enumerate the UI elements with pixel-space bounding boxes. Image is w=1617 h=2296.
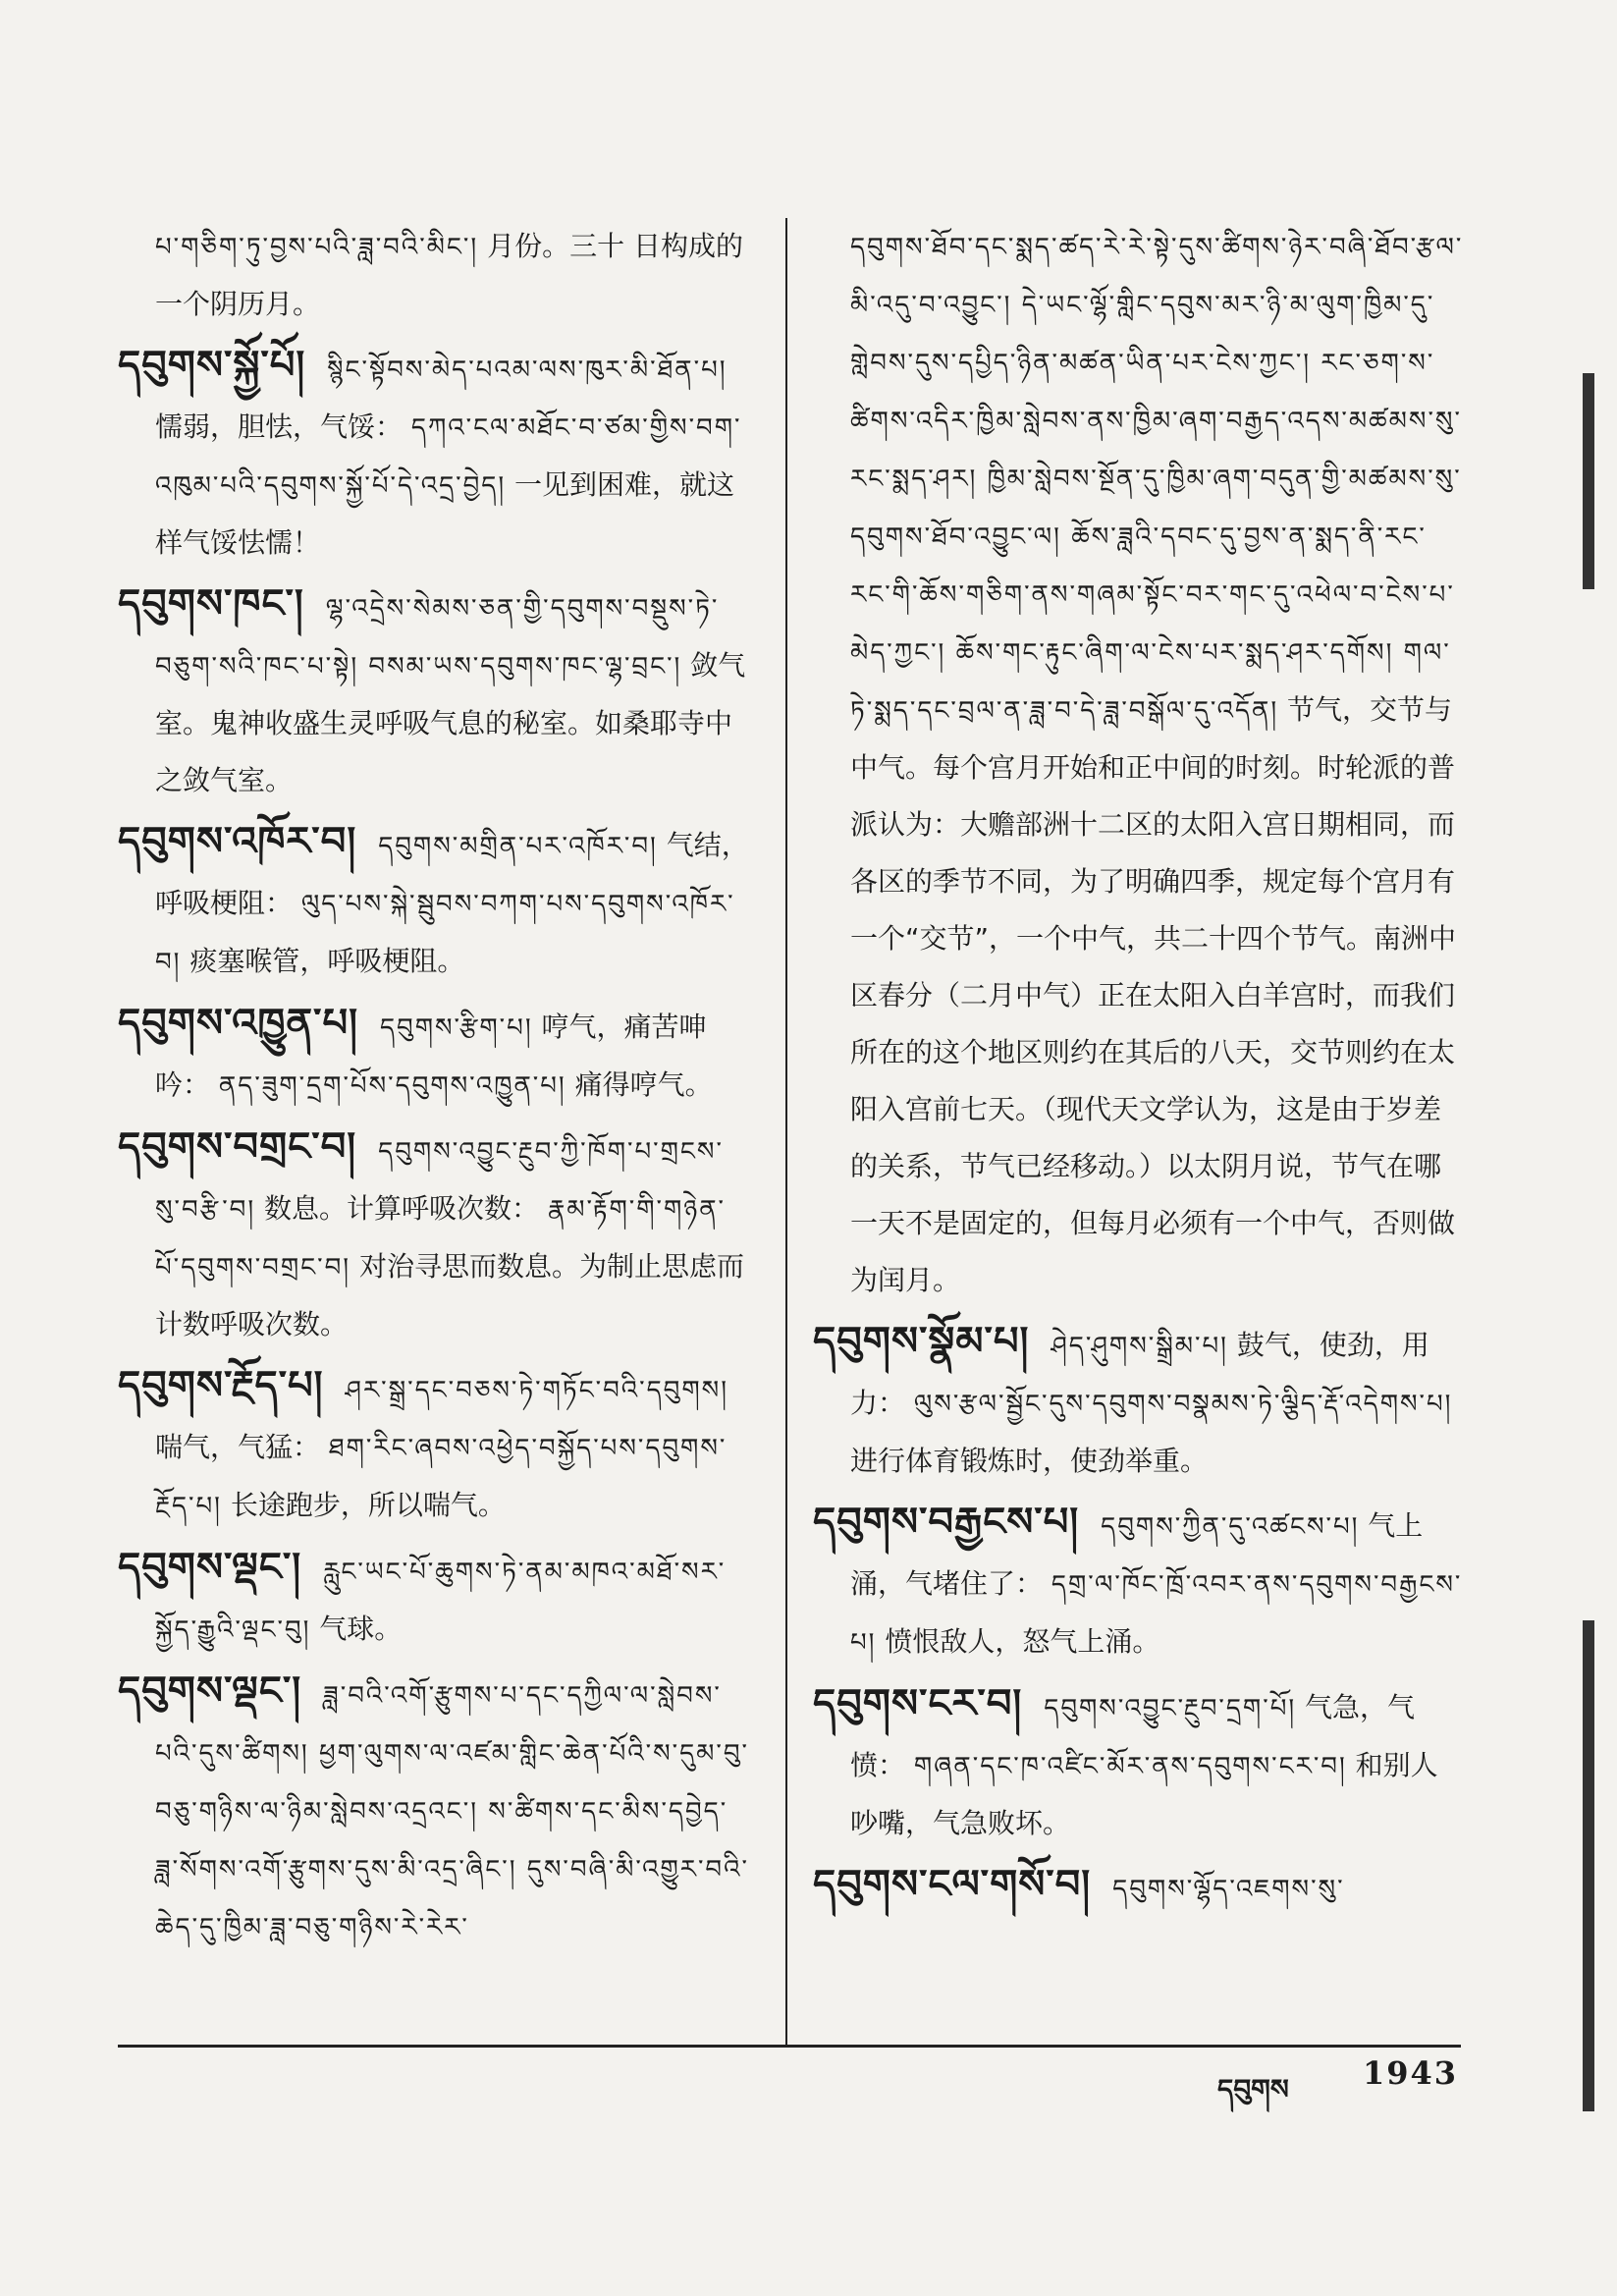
tibetan-definition: གཞན་དང་ཁ་འཛིང་མོར་ནས་དབུགས་ངར་བ། [913,1752,1347,1781]
chinese-definition: 和别人吵嘴，气急败坏。 [850,1749,1438,1839]
column-divider [785,218,787,2045]
right-column [813,218,1465,1922]
tibetan-definition: དབུགས་འབྱུང་རྔུབ་དྲག་པོ། [1044,1694,1297,1723]
dictionary-entry [850,218,1465,1309]
tibetan-definition: དབུགས་ཐོབ་དང་སྨད་ཚད་རེ་རེ་སྟེ་དུས་ཚིགས་ཉེར་བཞི་ཐོབ་རྩལ་མི་འདུ་བ་འབྱུང་། དེ་ཡང་ལྷོ་གླིང་དབུས་མར་ཉི་མ་ལུག་ཁྱིམ་དུ་གླེབས་དུས་དཔྱིད་ཉིན་མཚན་ཡིན་པར་ངེས་ཀྱང་། རང་ཅག་ས་ཚིགས་འདིར་ཁྱིམ་སླེབས་ནས་ཁྱིམ་ཞག་བརྒྱད་འདས་མཚམས་སུ་རང་སྨད་ཤར། ཁྱིམ་སླེབས་སྔོན་དུ་ཁྱིམ་ཞག་བདུན་གྱི་མཚམས་སུ་དབུགས་ཐོབ་འབྱུང་ལ། ཆོས་ཟླའི་དབང་དུ་བྱས་ན་སྨད་ནི་རང་རང་གི་ཆོས་གཅིག་ནས་གཞམ་སྟོང་བར་གང་དུ་འཕེལ་བ་ངེས་པ་མེད་ཀྱང་། ཆོས་གང་རྟུང་ཞིག་ལ་ངེས་པར་སྨད་ཤར་དགོས། གལ་ཏེ་སྨད་དང་བྲལ་ན་ཟླ་བ་དེ་ཟླ་བསྒོལ་དུ་འདོན། [850,233,1464,726]
left-column [118,218,749,1960]
tibetan-definition: ལུས་རྩལ་སྦྱོང་དུས་དབུགས་བསྣམས་ཏེ་ལྕིད་རྡོ་འདེགས་པ། [913,1390,1453,1419]
chinese-definition: 节气，交节与中气。每个宫月开始和正中间的时刻。时轮派的普派认为：大赡部洲十二区的太阳入宫日期相同，而各区的季节不同，为了明确四季，规定每个宫月有一个“交节”，一个中气，共二十四个节气。南洲中区春分（二月中气）正在太阳入白羊宫时，而我们所在的这个地区则约在其后的八天，交节则约在太阳入宫前七天。（现代天文学认为，这是由于岁差的关系，节气已经移动。）以太阴月说，节气在哪一天不是固定的，但每月必须有一个中气，否则做为闰月。 [850,693,1457,1296]
entry-headword: དབུགས་བརྒྱངས་པ། [813,1499,1080,1545]
entry-headword: དབུགས་བགྲང་བ། [118,1123,357,1170]
entry-headword: དབུགས་སྐྱོ་པོ། [118,342,306,388]
tibetan-definition: ཐག་རིང་ཞབས་འཕྱེད་བསྐྱོད་པས་དབུགས་རྔོད་པ། [155,1434,728,1521]
tibetan-definition: སྙིང་སྟོབས་མེད་པའམ་ལས་ཁུར་མི་ཐོན་པ། [327,355,728,385]
dictionary-entry [118,1663,749,1956]
dictionary-entry [155,218,749,333]
chinese-definition: 痛得哼气。 [574,1068,713,1101]
tibetan-definition: དབུགས་འབྱུང་རྔུབ་ཀྱི་ཁོག་པ་གྲངས་སུ་བརྩི་བ། [155,1137,724,1225]
tibetan-definition: དབུགས་ཀྱིན་དུ་འཚངས་པ། [1101,1512,1360,1542]
chinese-definition: 哼气，痛苦呻吟： [155,1011,707,1101]
scan-edge-mark [1583,1620,1594,2111]
tibetan-definition: དཀའ་ངལ་མཐོང་བ་ཙམ་གྱིས་བག་འཁུམ་པའི་དབུགས་སྐྱོ་པོ་དེ་འདྲ་བྱེད། [155,413,742,501]
entry-headword: དབུགས་ངར་བ། [813,1680,1023,1726]
chinese-definition: 气上涌，气堵住了： [850,1509,1424,1600]
chinese-definition: 敛气室。鬼神收盛生灵呼吸气息的秘室。如桑耶寺中之敛气室。 [155,649,746,796]
entry-headword: དབུགས་འཁོར་བ། [118,818,357,864]
dictionary-entry [813,1856,1465,1918]
entry-headword: དབུགས་རྔོད་པ། [118,1362,324,1408]
chinese-definition: 对治寻思而数息。为制止思虑而计数呼吸次数。 [155,1250,744,1340]
running-head: དབུགས [1217,2073,1289,2105]
chinese-definition: 愤恨敌人，怒气上涌。 [885,1625,1160,1658]
entry-headword: དབུགས་སྣོམ་པ། [813,1318,1030,1364]
entry-headword: དབུགས་ལྡང་། [118,1667,302,1714]
entry-headword: དབུགས་ངལ་གསོ་བ། [813,1861,1092,1907]
chinese-definition: 进行体育锻炼时，使劲举重。 [850,1445,1209,1477]
chinese-definition: 气球。 [319,1613,403,1645]
entry-headword: དབུགས་ཁང་། [118,580,304,627]
tibetan-definition: དབུགས་ལྷོད་འཇགས་སུ་ [1112,1875,1345,1904]
tibetan-definition: དབུགས་མགྲིན་པར་འཁོར་བ། [378,832,658,861]
chinese-definition: 一见到困难，就这样气馁怯懦！ [155,468,735,559]
scan-edge-mark [1583,373,1594,589]
chinese-definition: 懦弱，胆怯，气馁： [155,410,404,443]
chinese-definition: 气结，呼吸梗阻： [155,829,749,919]
chinese-definition: 喘气，气猛： [155,1431,321,1463]
tibetan-definition: ལུད་པས་སྐེ་སྦུབས་བཀག་པས་དབུགས་འཁོར་བ། [155,890,735,977]
chinese-definition: 数息。计算呼吸次数： [264,1192,540,1225]
dictionary-entry [118,1357,749,1535]
page-number: 1943 [1363,2054,1459,2092]
dictionary-entry [118,813,749,991]
tibetan-definition: དབུགས་རྩིག་པ། [379,1013,533,1043]
chinese-definition: 鼓气，使劲，用力： [850,1329,1429,1419]
footer-rule [118,2045,1461,2048]
tibetan-definition: ཤེད་ཤུགས་སྒྲིམ་པ། [1051,1332,1228,1361]
dictionary-entry [118,575,749,809]
tibetan-definition: ཟླ་བའི་འགོ་རྩུགས་པ་དང་དཀྱིལ་ལ་སླེབས་པའི་དུས་ཚིགས། ཕྱག་ལུགས་ལ་འཛམ་གླིང་ཆེན་པོའི་ས་དུམ་བུ་བཅུ་གཉིས་ལ་ཉིམ་སླེབས་འདྲའང་། ས་ཚིགས་དང་མིས་དབྱེད་ཟླ་སོགས་འགོ་རྩུགས་དུས་མི་འདྲ་ཞིང་། དུས་བཞི་མི་འགྱུར་བའི་ཆེད་དུ་ཁྱིམ་ཟླ་བཅུ་གཉིས་རེ་རེར་ [155,1681,749,1942]
dictionary-entry [813,1313,1465,1490]
tibetan-definition: དགྲ་ལ་ཁོང་ཁྲོ་འབར་ནས་དབུགས་བརྒྱངས་པ། [850,1570,1463,1658]
tibetan-definition: ནད་ཟུག་དྲག་པོས་དབུགས་འཁྱུན་པ། [218,1071,566,1101]
entry-headword: དབུགས་ལྡང་། [118,1544,302,1590]
tibetan-definition: ལྷ་འདྲེས་སེམས་ཅན་གྱི་དབུགས་བསྡུས་ཏེ་བཅུག་སའི་ཁང་པ་སྟེ། བསམ་ཡས་དབུགས་ཁང་ལྷ་བྲང་། [155,594,720,682]
entry-headword: དབུགས་འཁྱུན་པ། [118,1000,358,1046]
chinese-definition: 月份。三十 [487,230,625,262]
dictionary-entry [118,995,749,1115]
dictionary-entry [813,1675,1465,1852]
tibetan-definition: རླུང་ཡང་པོ་ཆུགས་ཏེ་ནམ་མཁའ་མཐོ་སར་སྐྱོད་རྒྱུའི་ལྡང་བུ། [155,1558,727,1645]
chinese-definition: 痰塞喉管，呼吸梗阻。 [189,945,465,977]
tibetan-definition: རྣམ་རྟོག་གི་གཉེན་པོ་དབུགས་བགྲང་བ། [155,1195,727,1283]
dictionary-entry [118,337,749,572]
tibetan-definition: ཤར་སྒྲ་དང་བཅས་ཏེ་གཏོང་བའི་དབུགས། [345,1376,728,1405]
tibetan-definition: པ་གཅིག་ཏུ་བྱས་པའི་ཟླ་བའི་མིང་། [155,233,479,262]
dictionary-entry [118,1539,749,1659]
chinese-definition: 长途跑步，所以喘气。 [230,1489,506,1521]
dictionary-entry [813,1494,1465,1671]
dictionary-entry [118,1119,749,1353]
chinese-definition: 气急，气愤： [850,1691,1416,1781]
chinese-definition: 日构成的一个阴历月。 [155,230,744,320]
